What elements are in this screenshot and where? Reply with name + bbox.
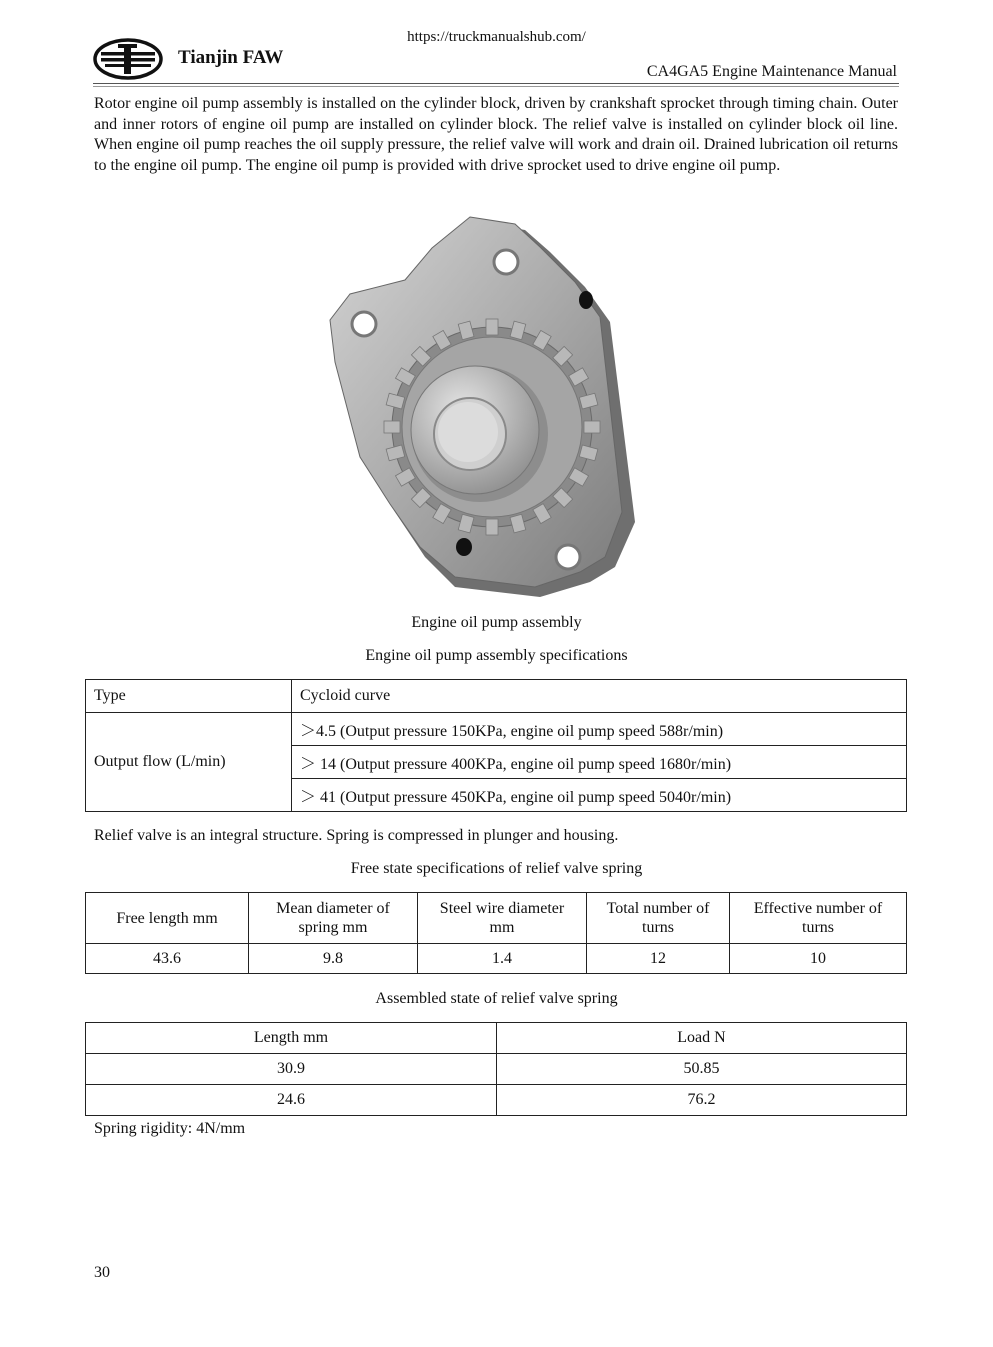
header-cell: Effective number of turns: [730, 893, 907, 944]
header-cell: Free length mm: [86, 893, 249, 944]
value-cell: 9.8: [249, 944, 418, 974]
type-value-cell: Cycloid curve: [292, 680, 907, 713]
table-row: [86, 680, 907, 713]
brand-name: Tianjin FAW: [178, 47, 284, 68]
header-cell: Length mm: [86, 1023, 497, 1054]
intro-paragraph: Rotor engine oil pump assembly is installed on the cylinder block, driven by crankshaft sprocket through timing chain. Outer and inner rotors of engine oil pump are installed on cylinder block. The relief valve is installed on cylinder block oil line. When engine oil pump reaches the oil supply pressure, the relief valve will work and drain oil. Drained lubrication oil returns to the engine oil pump. The engine oil pump is provided with drive sprocket used to drive engine oil pump.: [94, 95, 898, 174]
flow-label-cell: Output flow (L/min): [86, 713, 292, 812]
free-table-title: Free state specifications of relief valve spring: [350, 860, 643, 877]
type-label-cell: Type: [86, 680, 292, 713]
faw-logo-icon: [93, 38, 163, 80]
header-cell: Total number of turns: [587, 893, 730, 944]
header-cell: Mean diameter of spring mm: [249, 893, 418, 944]
value-cell: 76.2: [497, 1085, 907, 1116]
value-cell: 1.4: [418, 944, 587, 974]
value-cell: 12: [587, 944, 730, 974]
flow-value-cell: ＞ 14 (Output pressure 400KPa, engine oil pump speed 1680r/min): [292, 746, 907, 779]
relief-valve-text: Relief valve is an integral structure. Spring is compressed in plunger and housing.: [94, 827, 619, 844]
page-number: 30: [94, 1264, 110, 1281]
table-row: [86, 713, 907, 746]
spec-table-title: Engine oil pump assembly specifications: [365, 647, 628, 664]
flow-value-cell: ＞ 41 (Output pressure 450KPa, engine oil pump speed 5040r/min): [292, 779, 907, 812]
header-cell: Load N: [497, 1023, 907, 1054]
assembled-table-title: Assembled state of relief valve spring: [375, 990, 618, 1007]
header-divider: [93, 83, 899, 84]
manual-title: CA4GA5 Engine Maintenance Manual: [646, 63, 897, 80]
table-header-row: [86, 1023, 907, 1054]
flow-value-cell: ＞4.5 (Output pressure 150KPa, engine oil pump speed 588r/min): [292, 713, 907, 746]
value-cell: 10: [730, 944, 907, 974]
value-cell: 24.6: [86, 1085, 497, 1116]
pump-spec-table: [85, 679, 907, 812]
free-state-table: [85, 892, 907, 974]
figure-caption: Engine oil pump assembly: [411, 614, 582, 631]
header-cell: Steel wire diameter mm: [418, 893, 587, 944]
table-row: [86, 1054, 907, 1085]
assembled-state-table: [85, 1022, 907, 1116]
source-url[interactable]: https://truckmanualshub.com/: [407, 29, 586, 45]
value-cell: 50.85: [497, 1054, 907, 1085]
table-row: [86, 944, 907, 974]
table-row: [86, 1085, 907, 1116]
table-header-row: [86, 893, 907, 944]
value-cell: 30.9: [86, 1054, 497, 1085]
value-cell: 43.6: [86, 944, 249, 974]
header-divider-secondary: [93, 86, 899, 87]
oil-pump-illustration: [320, 212, 660, 607]
spring-rigidity-text: Spring rigidity: 4N/mm: [94, 1120, 246, 1137]
